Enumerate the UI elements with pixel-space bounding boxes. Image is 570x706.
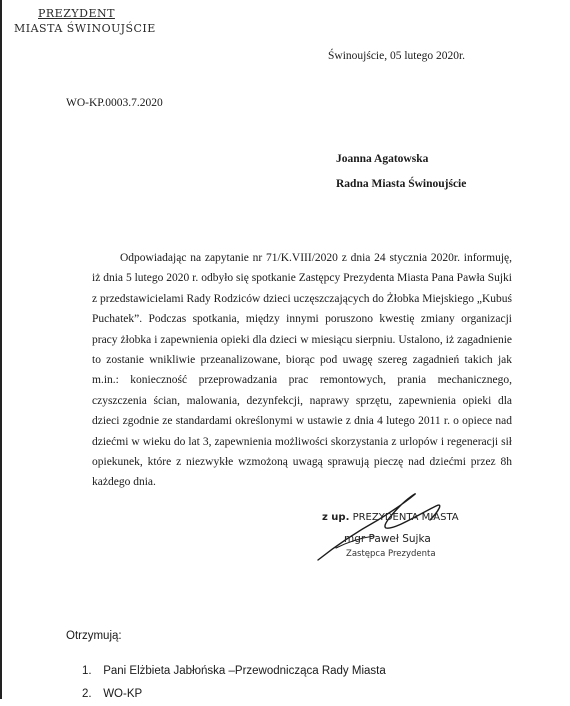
signer-name: mgr Paweł Sujka	[344, 533, 431, 545]
recipient-name: Joanna Agatowska	[336, 153, 429, 165]
recipient-block	[336, 147, 466, 197]
recipient-title: Radna Miasta Świnoujście	[336, 178, 467, 190]
body-paragraph: Odpowiadając na zapytanie nr 71/K.VIII/2020 z dnia 24 stycznia 2020r. informuję, iż dnia 5 lutego 2020 r. odbyło się spotkanie Zastępcy Prezydenta Miasta Pana Pawła Sujki z przedstawicielami Rady Rodziców dzieci uczęszczających do Żłobka Miejskiego „Kubuś Puchatek”. Podczas spotkania, między innymi poruszono kwestię zmiany organizacji pracy żłobka i zapewnienia opieki dla dzieci w miesiącu sierpniu. Ustalono, iż zagadnienie to zostanie wnikliwie przeanalizowane, biorąc pod uwagę szereg zagadnień takich jak m.in.: konieczność przeprowadzania prac remontowych, prania mechanicznego, czyszczenia ścian, malowania, dezynfekcji, naprawy sprzętu, zapewnienia opieki dla dzieci zgodnie ze standardami określonymi w ustawie z dnia 4 lutego 2011 r. o opiece nad dziećmi w wieku do lat 3, zapewnienia możliwości skorzystania z urlopów i regeneracji sił opiekunek, które z niezwykłe wzmożoną uwagą sprawują pieczę nad dziećmi przez 8h każdego dnia.	[92, 252, 512, 489]
list-item-number: 2.	[82, 688, 92, 700]
signer-role: Zastępca Prezydenta	[346, 549, 436, 559]
stamp-line-1: PREZYDENT	[38, 7, 115, 20]
receivers-list	[82, 660, 386, 706]
list-item-number: 1.	[82, 665, 92, 677]
list-item-text: Pani Elżbieta Jabłońska –Przewodnicząca Rady Miasta	[103, 665, 386, 677]
list-item	[82, 683, 386, 706]
list-item-text: WO-KP	[103, 688, 143, 700]
signature-block	[290, 486, 490, 566]
office-stamp	[14, 6, 156, 36]
signature-on-behalf	[322, 512, 459, 523]
on-behalf-prefix: z up.	[322, 512, 350, 523]
reference-number: WO-KP.0003.7.2020	[66, 97, 163, 109]
list-item	[82, 660, 386, 683]
receivers-label: Otrzymują:	[66, 630, 122, 642]
stamp-line-2: MIASTA ŚWINOUJŚCIE	[14, 22, 156, 35]
place-date: Świnoujście, 05 lutego 2020r.	[328, 50, 466, 62]
page-border	[0, 0, 2, 699]
letter-body	[92, 248, 512, 493]
on-behalf-office: PREZYDENTA MIASTA	[352, 512, 459, 523]
